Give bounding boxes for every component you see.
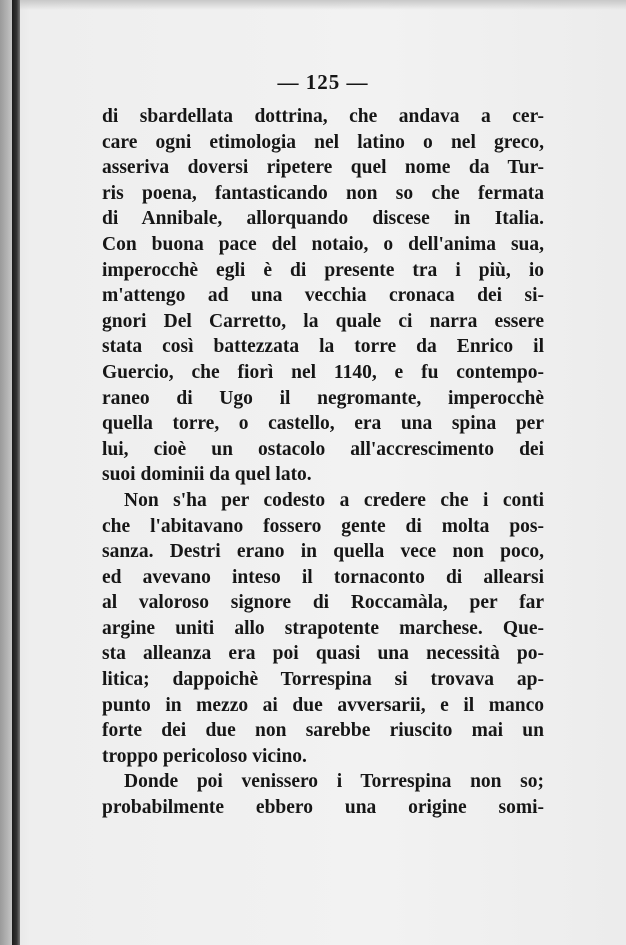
text-line: m'attengo ad una vecchia cronaca dei si- (102, 285, 544, 307)
text-line: punto in mezzo ai due avversarii, e il manco (102, 694, 544, 716)
text-line: quella torre, o castello, era una spina per (102, 413, 544, 435)
text-line: forte dei due non sarebbe riuscito mai un (102, 720, 544, 742)
text-line: di Annibale, allorquando discese in Italia. (102, 208, 544, 230)
text-line: di sbardellata dottrina, che andava a cer- (102, 106, 544, 127)
text-line: al valoroso signore di Roccamàla, per far (102, 592, 544, 614)
text-line: suoi dominii da quel lato. (102, 464, 312, 486)
text-line: asseriva doversi ripetere quel nome da Tur- (102, 157, 544, 179)
text-line: che l'abitavano fossero gente di molta pos- (102, 515, 544, 537)
text-line: ris poena, fantasticando non so che fermata (102, 182, 544, 204)
text-line: lui, cioè un ostacolo all'accrescimento dei (102, 438, 544, 460)
page-number: — 125 — (277, 70, 369, 94)
text-line: imperocchè egli è di presente tra i più, io (102, 259, 544, 281)
text-line: stata così battezzata la torre da Enrico il (102, 336, 544, 358)
text-line: Guercio, che fiorì nel 1140, e fu contempo- (102, 361, 544, 383)
text-line: sanza. Destri erano in quella vece non poco, (102, 541, 544, 563)
text-line: care ogni etimologia nel latino o nel greco, (102, 131, 544, 153)
text-line: argine uniti allo strapotente marchese. Que- (102, 617, 544, 639)
text-line: Donde poi venissero i Torrespina non so; (124, 771, 544, 793)
page-binding-edge (12, 0, 20, 945)
text-line: troppo pericoloso vicino. (102, 745, 307, 767)
text-line: Con buona pace del notaio, o dell'anima sua, (102, 233, 544, 255)
text-line: sta alleanza era poi quasi una necessità po- (102, 643, 544, 665)
page-top-shadow (20, 0, 626, 10)
text-line: ed avevano inteso il tornaconto di allearsi (102, 566, 544, 588)
page-binding-shadow (0, 0, 12, 945)
text-line: raneo di Ugo il negromante, imperocchè (102, 387, 544, 409)
text-line: Non s'ha per codesto a credere che i conti (124, 489, 544, 511)
text-line: litica; dappoichè Torrespina si trovava ap- (102, 669, 544, 691)
body-text (102, 104, 544, 821)
text-line: gnori Del Carretto, la quale ci narra essere (102, 310, 544, 332)
text-line: probabilmente ebbero una origine somi- (102, 797, 544, 819)
